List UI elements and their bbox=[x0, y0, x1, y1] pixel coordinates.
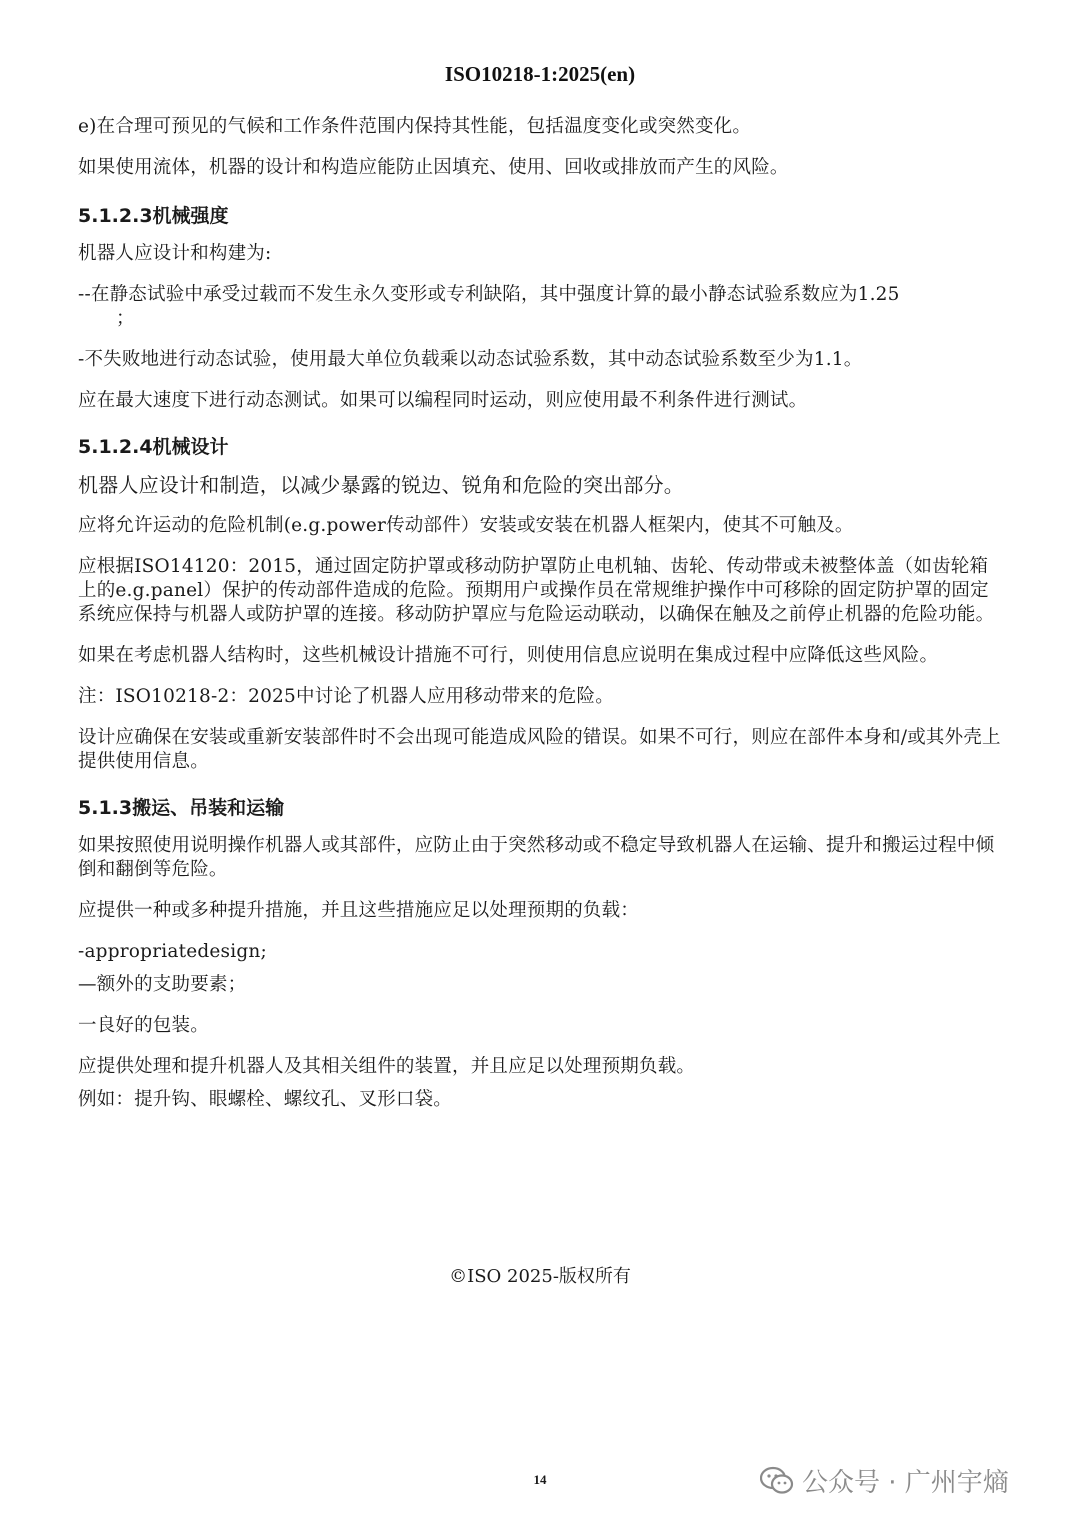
static-test-line1: --在静态试验中承受过载而不发生永久变形或专利缺陷，其中强度计算的最小静态试验系数应为1.25 bbox=[78, 284, 900, 305]
document-header: ISO10218-1:2025(en) bbox=[444, 62, 636, 86]
paragraph-sharp-edges: 机器人应设计和制造，以减少暴露的锐边、锐角和危险的突出部分。 bbox=[78, 473, 684, 497]
section-heading-5123: 5.1.2.3机械强度 bbox=[78, 205, 229, 227]
paragraph-e: e)在合理可预见的气候和工作条件范围内保持其性能，包括温度变化或突然变化。 bbox=[78, 116, 752, 137]
watermark-text: 公众号 · 广州宇熵 bbox=[802, 1468, 1009, 1498]
paragraph-handling: 如果按照使用说明操作机器人或其部件，应防止由于突然移动或不稳定导致机器人在运输、提升和搬运过程中倾倒和翻倒等危险。 bbox=[78, 835, 995, 880]
static-test-line2: ； bbox=[116, 308, 135, 329]
paragraph-installation: 设计应确保在安装或重新安装部件时不会出现可能造成风险的错误。如果不可行，则应在部件本身和/或其外壳上提供使用信息。 bbox=[78, 727, 1001, 772]
paragraph-examples: 例如：提升钩、眼螺栓、螺纹孔、叉形口袋。 bbox=[78, 1089, 453, 1110]
wechat-icon bbox=[760, 1466, 794, 1496]
paragraph-dynamic-test: -不失败地进行动态试验，使用最大单位负载乘以动态试验系数，其中动态试验系数至少为1.1。 bbox=[78, 349, 863, 370]
paragraph-note: 注：ISO10218-2：2025中讨论了机器人应用移动带来的危险。 bbox=[78, 686, 614, 707]
page-number: 14 bbox=[533, 1472, 547, 1487]
list-item-packaging: 一良好的包装。 bbox=[78, 1015, 209, 1036]
document-body bbox=[78, 115, 1003, 1129]
paragraph-lifting-means: 应提供一种或多种提升措施，并且这些措施应足以处理预期的负载： bbox=[78, 900, 640, 921]
copyright-notice: ©ISO 2025-版权所有 bbox=[449, 1266, 631, 1287]
paragraph-static-test bbox=[78, 283, 1003, 331]
paragraph-devices: 应提供处理和提升机器人及其相关组件的装置，并且应足以处理预期负载。 bbox=[78, 1056, 696, 1077]
paragraph-guards: 应根据ISO14120：2015，通过固定防护罩或移动防护罩防止电机轴、齿轮、传动带或未被整体盖（如齿轮箱上的e.g.panel）保护的传动部件造成的危险。预期用户或操作员在常规维护操作中可移除的固定防护罩的固定系统应保持与机器人或防护罩的连接。移动防护罩应与危险运动联动，以确保在触及之前停止机器的危险功能。 bbox=[78, 556, 995, 625]
paragraph-design-intro: 机器人应设计和构建为: bbox=[78, 243, 272, 264]
section-heading-513: 5.1.3搬运、吊装和运输 bbox=[78, 797, 285, 819]
list-item-support: —额外的支助要素； bbox=[78, 974, 247, 995]
paragraph-max-speed: 应在最大速度下进行动态测试。如果可以编程同时运动，则应使用最不利条件进行测试。 bbox=[78, 390, 808, 411]
paragraph-fluids: 如果使用流体，机器的设计和构造应能防止因填充、使用、回收或排放而产生的风险。 bbox=[78, 157, 789, 178]
paragraph-not-feasible: 如果在考虑机器人结构时，这些机械设计措施不可行，则使用信息应说明在集成过程中应降低这些风险。 bbox=[78, 645, 939, 666]
section-heading-5124: 5.1.2.4机械设计 bbox=[78, 436, 229, 458]
list-item-design: -appropriatedesign; bbox=[78, 941, 267, 962]
paragraph-hazard-mechanisms: 应将允许运动的危险机制(e.g.power传动部件）安装或安装在机器人框架内，使其不可触及。 bbox=[78, 515, 854, 536]
watermark bbox=[760, 1462, 1009, 1499]
